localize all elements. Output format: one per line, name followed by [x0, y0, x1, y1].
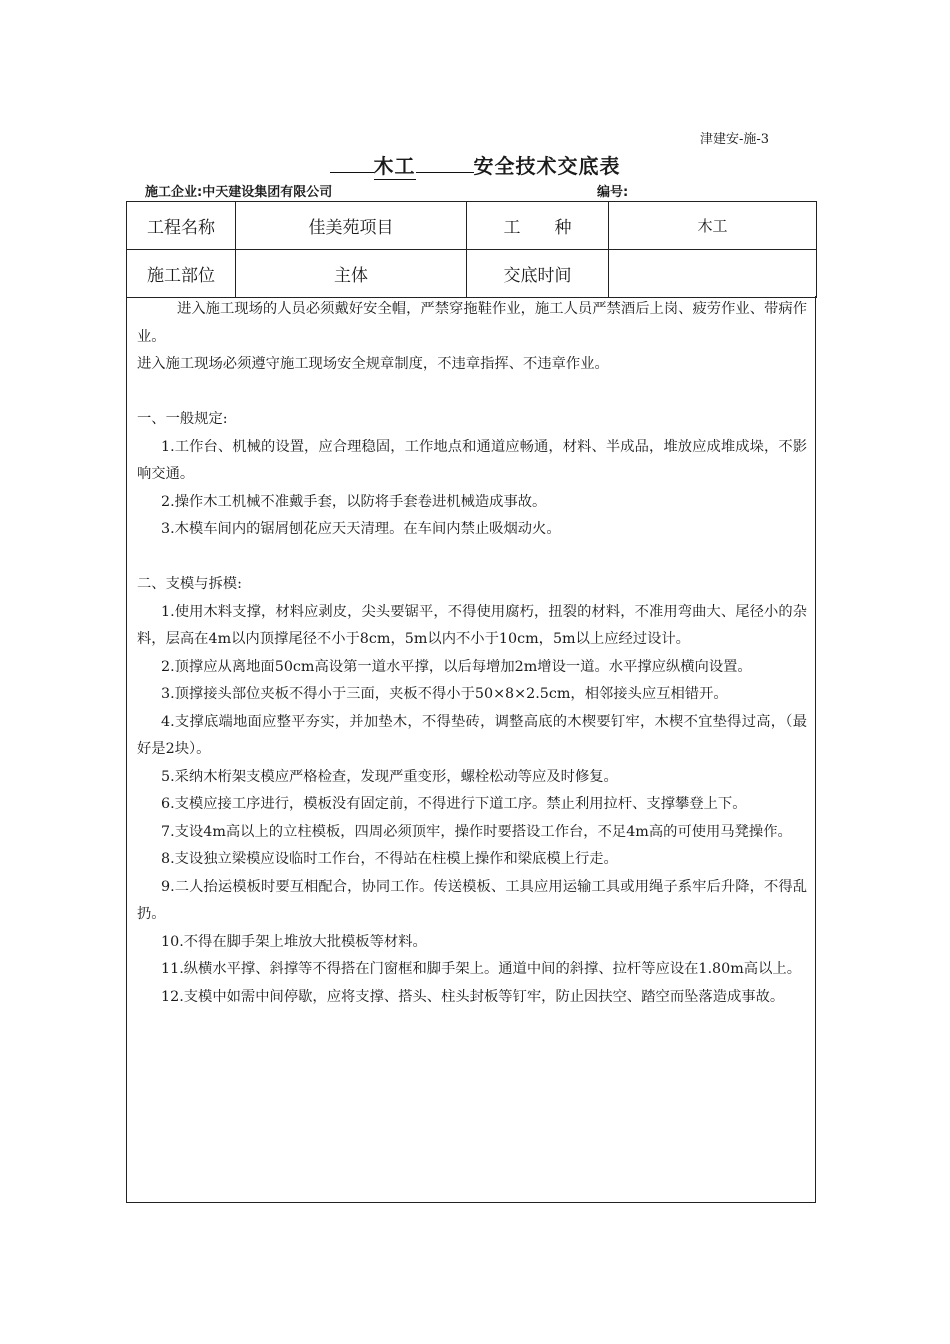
header-table — [126, 201, 817, 298]
company-label: 施工企业:中天建设集团有限公司 — [145, 185, 333, 200]
section2-item: 3.顶撑接头部位夹板不得小于三面，夹板不得小于50×8×2.5cm，相邻接头应互相错开。 — [161, 686, 728, 702]
document-code: 津建安-施-3 — [700, 132, 770, 147]
project-name-label: 工程名称 — [127, 202, 236, 250]
briefing-time-value — [609, 250, 817, 298]
section2-item: 2.顶撑应从离地面50cm高设第一道水平撑，以后每增加2m增设一道。水平撑应纵横向设置。 — [161, 658, 752, 675]
section2-heading: 二、支模与拆模: — [137, 576, 242, 592]
section1-heading: 一、一般规定: — [137, 411, 228, 427]
section2-item: 12.支模中如需中间停歇，应将支撑、搭头、柱头封板等钉牢，防止因扶空、踏空而坠落造成事故。 — [161, 988, 785, 1005]
page-title — [0, 150, 950, 180]
section1-item: 2.操作木工机械不准戴手套，以防将手套卷进机械造成事故。 — [161, 493, 547, 510]
construction-part-value: 主体 — [236, 250, 467, 298]
title-trade: 木工 — [374, 150, 416, 180]
section2-item: 5.采纳木桁架支模应严格检查，发现严重变形，螺栓松动等应及时修复。 — [161, 768, 618, 785]
section2-item: 6.支模应接工序进行，模板没有固定前，不得进行下道工序。禁止利用拉杆、支撑攀登上下。 — [161, 796, 747, 812]
briefing-time-label: 交底时间 — [467, 250, 609, 298]
section2-item: 1.使用木料支撑，材料应剥皮，尖头要锯平，不得使用腐朽，扭裂的材料，不准用弯曲大、尾径小的杂料，层高在4m以内顶撑尾径不小于8cm，5m以内不小于10cm，5m以上应经过设计。 — [137, 603, 807, 647]
project-name-value: 佳美苑项目 — [236, 202, 467, 250]
section2-item: 10.不得在脚手架上堆放大批模板等材料。 — [161, 933, 427, 950]
title-underline-right — [416, 172, 474, 173]
intro-paragraph-2: 进入施工现场必须遵守施工现场安全规章制度，不违章指挥、不违章作业。 — [137, 356, 609, 372]
title-underline-left — [330, 172, 374, 173]
section1-item: 1.工作台、机械的设置，应合理稳固，工作地点和通道应畅通，材料、半成品，堆放应成堆成垛，不影响交通。 — [137, 438, 807, 482]
section1-item: 3.木模车间内的锯屑刨花应天天清理。在车间内禁止吸烟动火。 — [161, 521, 561, 537]
section2-item: 9.二人抬运模板时要互相配合，协同工作。传送模板、工具应用运输工具或用绳子系牢后升降，不得乱扔。 — [137, 878, 807, 922]
section2-item: 11.纵横水平撑、斜撑等不得搭在门窗框和脚手架上。通道中间的斜撑、拉杆等应设在1.80m高以上。 — [161, 961, 801, 977]
title-name: 安全技术交底表 — [473, 154, 621, 178]
section2-item: 7.支设4m高以上的立柱模板，四周必须顶牢，操作时要搭设工作台，不足4m高的可使用马凳操作。 — [161, 823, 792, 840]
number-label: 编号: — [597, 185, 629, 200]
trade-label: 工 种 — [467, 202, 609, 250]
section2-item: 4.支撑底端地面应整平夯实，并加垫木，不得垫砖，调整高底的木楔要钉牢，木楔不宜垫得过高，（最好是2块）。 — [137, 713, 807, 757]
header-row-part — [127, 250, 817, 298]
intro-paragraph-1: 进入施工现场的人员必须戴好安全帽，严禁穿拖鞋作业，施工人员严禁酒后上岗、疲劳作业、带病作业。 — [137, 301, 807, 345]
content-text — [137, 296, 807, 1011]
trade-value: 木工 — [609, 202, 817, 250]
construction-part-label: 施工部位 — [127, 250, 236, 298]
content-box — [126, 296, 816, 1203]
section2-item: 8.支设独立梁模应设临时工作台，不得站在柱模上操作和梁底模上行走。 — [161, 851, 618, 867]
header-row-project — [127, 202, 817, 250]
